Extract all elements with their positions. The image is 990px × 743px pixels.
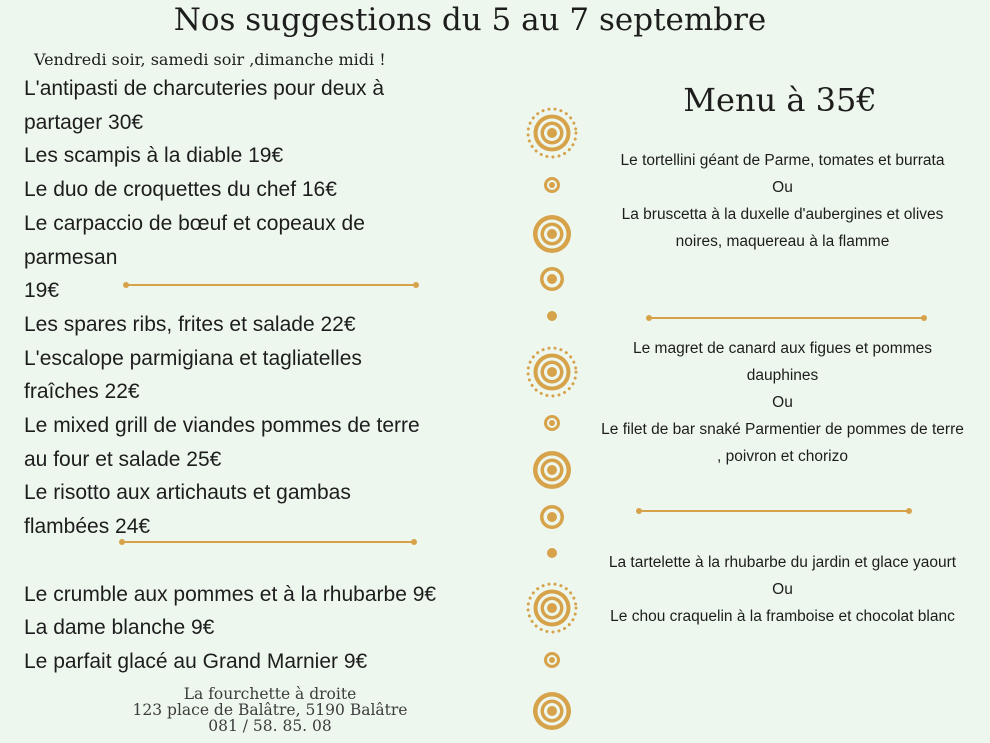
dessert-line: La dame blanche 9€ (24, 616, 215, 640)
concentric-circle-icon (520, 284, 584, 348)
starter-option-2: La bruscetta à la duxelle d'aubergines et olives noires, maquereau à la flamme (621, 206, 944, 250)
menu-line: 19€ (24, 279, 60, 303)
dessert-option-1: La tartelette à la rhubarbe du jardin et glace yaourt (608, 554, 957, 571)
main-option-2: Le filet de bar snaké Parmentier de pommes de terre , poivron et chorizo (601, 421, 964, 465)
menu-line: parmesan (24, 245, 118, 269)
dessert-option-2: Le chou craquelin à la framboise et chocolat blanc (610, 608, 955, 625)
menu-line: L'antipasti de charcuteries pour deux à (24, 77, 385, 100)
dessert-options (600, 549, 965, 630)
main-option-1: Le magret de canard aux figues et pommes dauphines (633, 340, 932, 384)
menu-line: flambées 24€ (24, 515, 151, 539)
or-label: Ou (772, 394, 793, 411)
restaurant-phone: 081 / 58. 85. 08 (208, 717, 332, 735)
menu-line: L'escalope parmigiana et tagliatelles (24, 346, 362, 370)
page-subtitle: Vendredi soir, samedi soir ,dimanche midi ! (34, 50, 386, 69)
main-course-options (600, 335, 965, 470)
or-label: Ou (772, 179, 793, 196)
menu-line: fraîches 22€ (24, 380, 140, 404)
menu-line: Le duo de croquettes du chef 16€ (24, 178, 337, 202)
concentric-circle-icon (520, 679, 584, 743)
page-title: Nos suggestions du 5 au 7 septembre (173, 2, 767, 38)
suggestions-list (24, 72, 494, 679)
menu-line: Les spares ribs, frites et salade 22€ (24, 312, 356, 336)
menu-line: Le carpaccio de bœuf et copeaux de (24, 211, 365, 235)
menu-line: Les scampis à la diable 19€ (24, 144, 284, 168)
menu-line: Le risotto aux artichauts et gambas (24, 481, 351, 505)
menu-line: au four et salade 25€ (24, 447, 222, 471)
divider-line (649, 317, 924, 319)
dessert-line: Le crumble aux pommes et à la rhubarbe 9€ (24, 582, 437, 606)
divider-line (639, 510, 909, 512)
or-label: Ou (772, 581, 793, 598)
restaurant-address: 123 place de Balâtre, 5190 Balâtre (132, 701, 408, 719)
starter-options (600, 147, 965, 255)
menu-title: Menu à 35€ (683, 81, 877, 119)
menu-line: partager 30€ (24, 110, 144, 134)
restaurant-name: La fourchette à droite (183, 685, 357, 703)
spacer (24, 544, 494, 578)
dessert-line: Le parfait glacé au Grand Marnier 9€ (24, 649, 368, 673)
divider-line (122, 541, 414, 543)
restaurant-footer (110, 686, 430, 734)
starter-option-1: Le tortellini géant de Parme, tomates et burrata (620, 152, 945, 169)
divider-line (126, 284, 416, 286)
menu-line: Le mixed grill de viandes pommes de terre (24, 414, 420, 438)
